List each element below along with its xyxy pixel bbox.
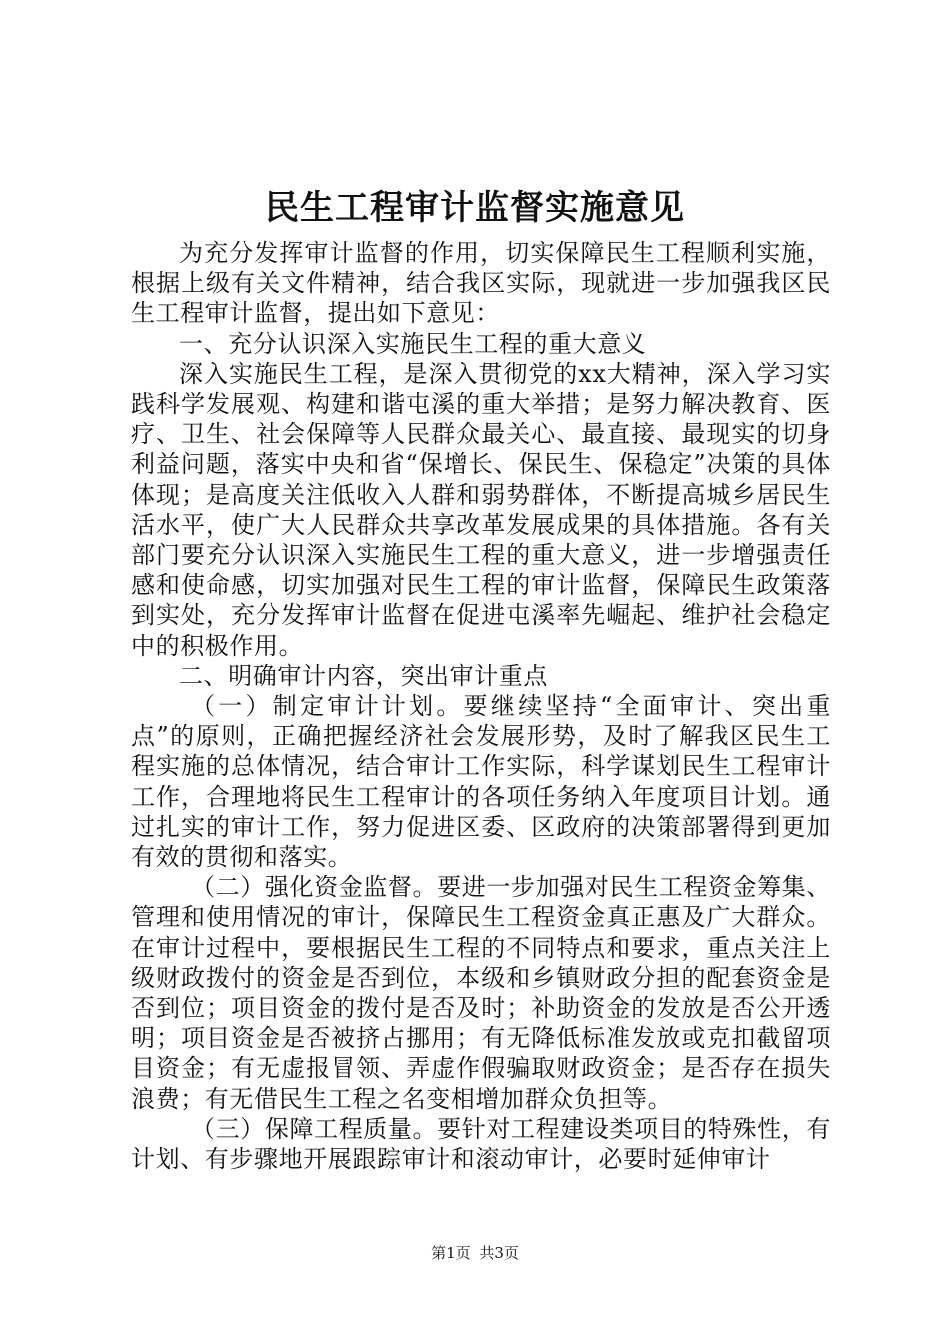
page-footer — [0, 1243, 950, 1263]
subsection-paragraph-1: （一）制定审计计划。要继续坚持“全面审计、突出重点”的原则，正确把握经济社会发展形势，及时了解我区民生工程实施的总体情况，结合审计工作实际，科学谋划民生工程审计工作，合理地将民生工程审计的各项任务纳入年度项目计划。通过扎实的审计工作，努力促进区委、区政府的决策部署得到更加有效的贯彻和落实。 — [131, 692, 831, 872]
document-body — [131, 238, 831, 1174]
subsection-paragraph-2: （二）强化资金监督。要进一步加强对民生工程资金筹集、管理和使用情况的审计，保障民生工程资金真正惠及广大群众。在审计过程中，要根据民生工程的不同特点和要求，重点关注上级财政拨付的资金是否到位，本级和乡镇财政分担的配套资金是否到位；项目资金的拨付是否及时；补助资金的发放是否公开透明；项目资金是否被挤占挪用；有无降低标准发放或克扣截留项目资金；有无虚报冒领、弄虚作假骗取财政资金；是否存在损失浪费；有无借民生工程之名变相增加群众负担等。 — [131, 873, 831, 1113]
document-title: 民生工程审计监督实施意见 — [265, 188, 685, 228]
page-total: 共3页 — [479, 1244, 519, 1262]
section-heading-1: 一、充分认识深入实施民生工程的重大意义 — [179, 329, 647, 358]
page-number: 第1页 — [431, 1244, 471, 1262]
section-heading-2: 二、明确审计内容，突出审计重点 — [179, 661, 548, 690]
body-paragraph: 深入实施民生工程，是深入贯彻党的xx大精神，深入学习实践科学发展观、构建和谐屯溪的重大举措；是努力解决教育、医疗、卫生、社会保障等人民群众最关心、最直接、最现实的切身利益问题，落实中央和省“保增长、保民生、保稳定”决策的具体体现；是高度关注低收入人群和弱势群体，不断提高城乡居民生活水平，使广大人民群众共享改革发展成果的具体措施。各有关部门要充分认识深入实施民生工程的重大意义，进一步增强责任感和使命感，切实加强对民生工程的审计监督，保障民生政策落到实处，充分发挥审计监督在促进屯溪率先崛起、维护社会稳定中的积极作用。 — [131, 359, 831, 660]
subsection-paragraph-3: （三）保障工程质量。要针对工程建设类项目的特殊性，有计划、有步骤地开展跟踪审计和滚动审计，必要时延伸审计 — [131, 1114, 831, 1174]
intro-paragraph: 为充分发挥审计监督的作用，切实保障民生工程顺利实施，根据上级有关文件精神，结合我区实际，现就进一步加强我区民生工程审计监督，提出如下意见： — [131, 239, 831, 328]
